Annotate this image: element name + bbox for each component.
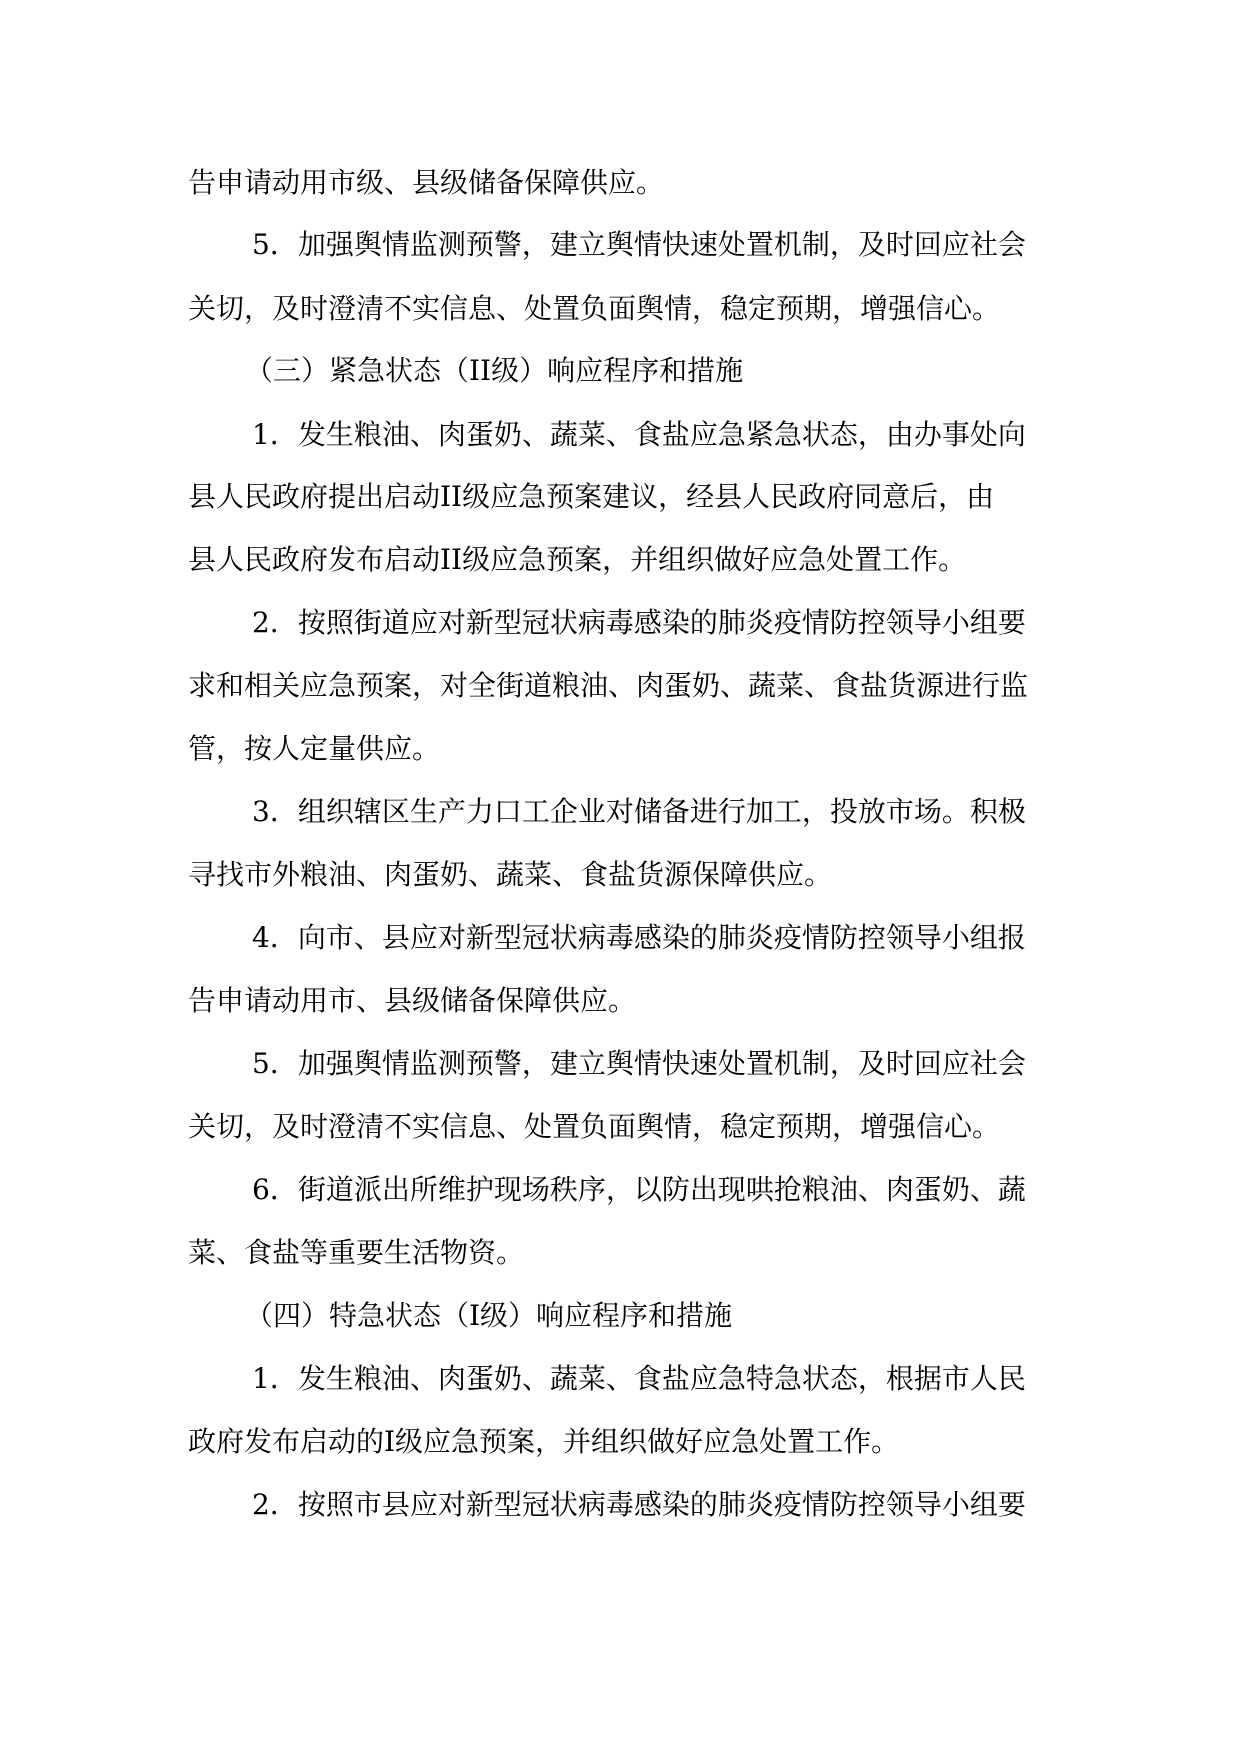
text-line: 1．发生粮油、肉蛋奶、蔬菜、食盐应急特急状态，根据市人民 bbox=[252, 1362, 1026, 1395]
section-heading: （四）特急状态（I级）响应程序和措施 bbox=[245, 1299, 733, 1332]
text-line: 县人民政府提出启动II级应急预案建议，经县人民政府同意后，由 bbox=[188, 480, 995, 513]
text-line: 6．街道派出所维护现场秩序，以防出现哄抢粮油、肉蛋奶、蔬 bbox=[252, 1173, 1026, 1206]
text-line: 3．组织辖区生产力口工企业对储备进行加工，投放市场。积极 bbox=[252, 795, 1026, 828]
text-line: 寻找市外粮油、肉蛋奶、蔬菜、食盐货源保障供应。 bbox=[188, 858, 833, 891]
text-line: 告申请动用市级、县级储备保障供应。 bbox=[188, 166, 665, 199]
text-line: 2．按照街道应对新型冠状病毒感染的肺炎疫情防控领导小组要 bbox=[252, 606, 1026, 639]
text-line: 1．发生粮油、肉蛋奶、蔬菜、食盐应急紧急状态，由办事处向 bbox=[252, 418, 1026, 451]
text-line: 5．加强舆情监测预警，建立舆情快速处置机制，及时回应社会 bbox=[252, 1047, 1026, 1080]
text-line: 县人民政府发布启动II级应急预案，并组织做好应急处置工作。 bbox=[188, 543, 967, 576]
text-line: 告申请动用市、县级储备保障供应。 bbox=[188, 984, 637, 1017]
text-line: 政府发布启动的I级应急预案，并组织做好应急处置工作。 bbox=[188, 1425, 900, 1458]
text-line: 2．按照市县应对新型冠状病毒感染的肺炎疫情防控领导小组要 bbox=[252, 1488, 1026, 1521]
text-line: 菜、食盐等重要生活物资。 bbox=[188, 1236, 525, 1269]
text-line: 关切，及时澄清不实信息、处置负面舆情，稳定预期，增强信心。 bbox=[188, 292, 1001, 325]
text-line: 管，按人定量供应。 bbox=[188, 732, 441, 765]
text-line: 5．加强舆情监测预警，建立舆情快速处置机制，及时回应社会 bbox=[252, 228, 1026, 261]
text-line: 关切，及时澄清不实信息、处置负面舆情，稳定预期，增强信心。 bbox=[188, 1110, 1001, 1143]
text-line: 求和相关应急预案，对全街道粮油、肉蛋奶、蔬菜、食盐货源进行监 bbox=[188, 669, 1029, 702]
section-heading: （三）紧急状态（II级）响应程序和措施 bbox=[245, 354, 744, 387]
text-line: 4．向市、县应对新型冠状病毒感染的肺炎疫情防控领导小组报 bbox=[252, 921, 1026, 954]
